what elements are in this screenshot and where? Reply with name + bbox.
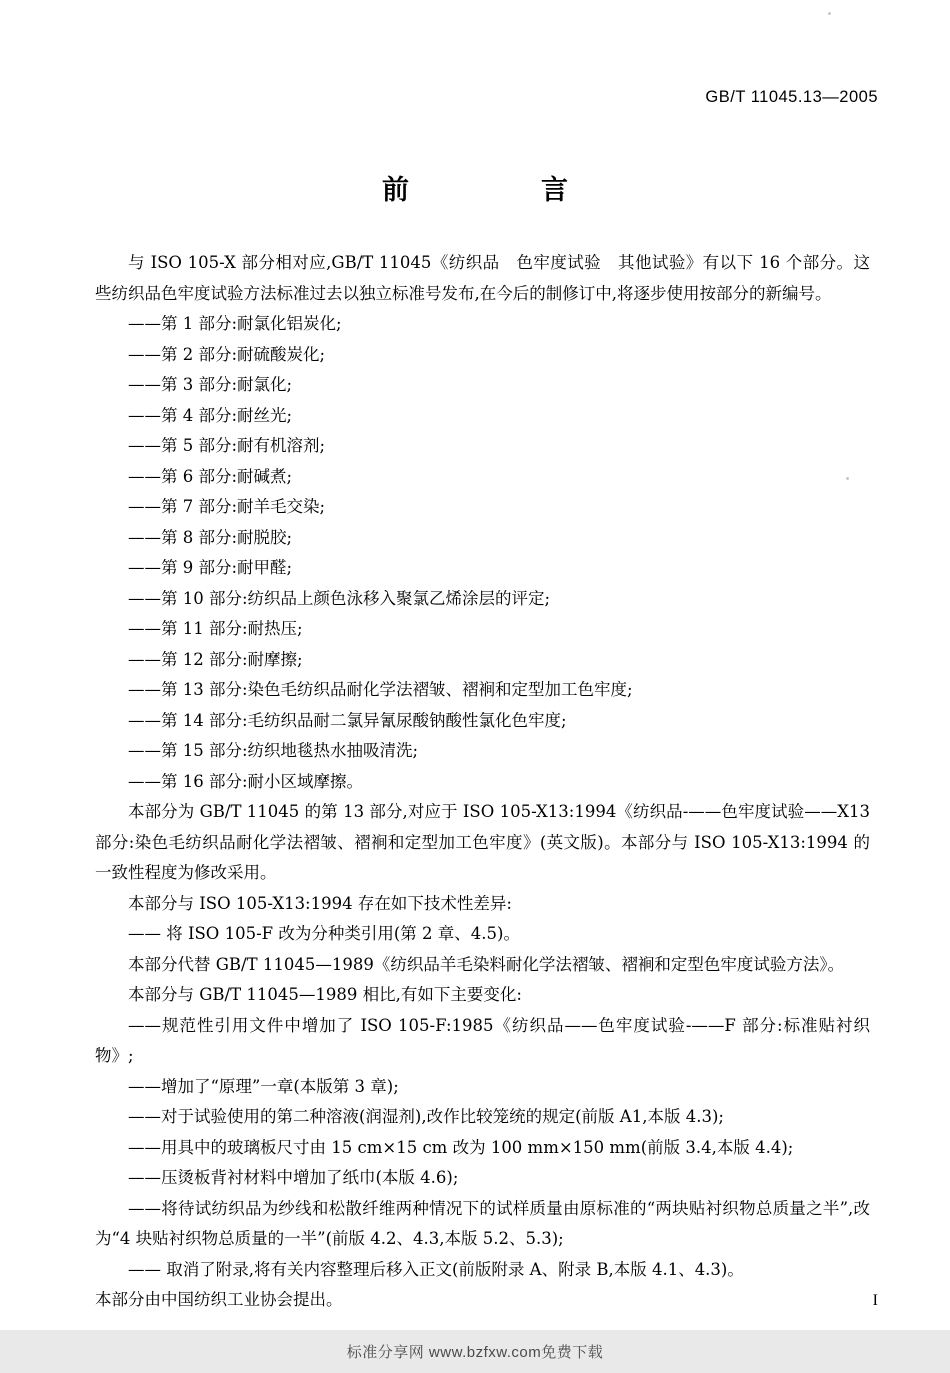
list-item: ——第 11 部分:耐热压; — [128, 619, 303, 638]
document-body — [95, 248, 870, 1316]
page-title: 前 言 — [382, 175, 594, 206]
proposer-paragraph: 本部分由中国纺织工业协会提出。 — [95, 1290, 343, 1309]
replace-paragraph: 本部分代替 GB/T 11045—1989《纺织品羊毛染料耐化学法褶皱、褶裥和定型色牢度试验方法》。 — [128, 954, 845, 974]
list-item: ——第 16 部分:耐小区域摩擦。 — [128, 771, 364, 791]
list-item: —— 将 ISO 105-F 改为分种类引用(第 2 章、4.5)。 — [128, 924, 520, 943]
list-item: ——第 14 部分:毛纺织品耐二氯异氰尿酸钠酸性氯化色牢度; — [128, 710, 567, 730]
intro-paragraph: 与 ISO 105-X 部分相对应,GB/T 11045《纺织品 色牢度试验 其他试验》有以下 16 个部分。这些纺织品色牢度试验方法标准过去以独立标准号发布,在今后的制修订中,将逐步使用按部分的新编号。 — [95, 253, 870, 303]
list-item: ——对于试验使用的第二种溶液(润湿剂),改作比较笼统的规定(前版 A1,本版 4.3); — [128, 1107, 724, 1126]
standard-number: GB/T 11045.13—2005 — [705, 88, 878, 106]
scan-artifact — [828, 12, 831, 15]
watermark-bar — [0, 1330, 950, 1373]
watermark-text: 标准分享网 www.bzfxw.com免费下载 — [346, 1344, 604, 1361]
list-item: —— 取消了附录,将有关内容整理后移入正文(前版附录 A、附录 B,本版 4.1、4.3)。 — [128, 1259, 744, 1279]
list-item: ——第 12 部分:耐摩擦; — [128, 649, 303, 669]
list-item: ——第 8 部分:耐脱胶; — [128, 527, 293, 547]
list-item: ——第 15 部分:纺织地毯热水抽吸清洗; — [128, 741, 419, 760]
scope-paragraph: 本部分为 GB/T 11045 的第 13 部分,对应于 ISO 105-X13:1994《纺织品-——色牢度试验——X13 部分:染色毛纺织品耐化学法褶皱、褶裥和定型加工色牢度》(英文版)。本部分与 ISO 105-X13:1994 的一致性程度为修改采用。 — [95, 802, 870, 882]
list-item: ——第 4 部分:耐丝光; — [128, 405, 293, 425]
changes-lead: 本部分与 GB/T 11045—1989 相比,有如下主要变化: — [128, 985, 522, 1004]
list-item: ——第 9 部分:耐甲醛; — [128, 558, 293, 577]
list-item: ——第 7 部分:耐羊毛交染; — [128, 497, 326, 516]
list-item: ——将待试纺织品为纱线和松散纤维两种情况下的试样质量由原标准的“两块贴衬织物总质量之半”,改为“4 块贴衬织物总质量的一半”(前版 4.2、4.3,本版 5.2、5.3); — [95, 1198, 870, 1248]
list-item: ——压烫板背衬材料中增加了纸巾(本版 4.6); — [128, 1168, 459, 1187]
difference-lead: 本部分与 ISO 105-X13:1994 存在如下技术性差异: — [128, 893, 512, 913]
list-item: ——规范性引用文件中增加了 ISO 105-F:1985《纺织品——色牢度试验-——F 部分:标准贴衬织物》; — [95, 1015, 870, 1065]
list-item: ——用具中的玻璃板尺寸由 15 cm×15 cm 改为 100 mm×150 mm(前版 3.4,本版 4.4); — [128, 1137, 794, 1157]
list-item: ——第 13 部分:染色毛纺织品耐化学法褶皱、褶裥和定型加工色牢度; — [128, 680, 633, 699]
page-number: I — [872, 1292, 878, 1309]
list-item: ——第 6 部分:耐碱煮; — [128, 466, 293, 486]
list-item: ——第 5 部分:耐有机溶剂; — [128, 436, 326, 455]
list-item: ——第 2 部分:耐硫酸炭化; — [128, 344, 326, 364]
list-item: ——第 10 部分:纺织品上颜色泳移入聚氯乙烯涂层的评定; — [128, 588, 551, 608]
list-item: ——增加了“原理”一章(本版第 3 章); — [128, 1076, 399, 1096]
list-item: ——第 1 部分:耐氯化铝炭化; — [128, 314, 342, 333]
list-item: ——第 3 部分:耐氯化; — [128, 375, 293, 394]
